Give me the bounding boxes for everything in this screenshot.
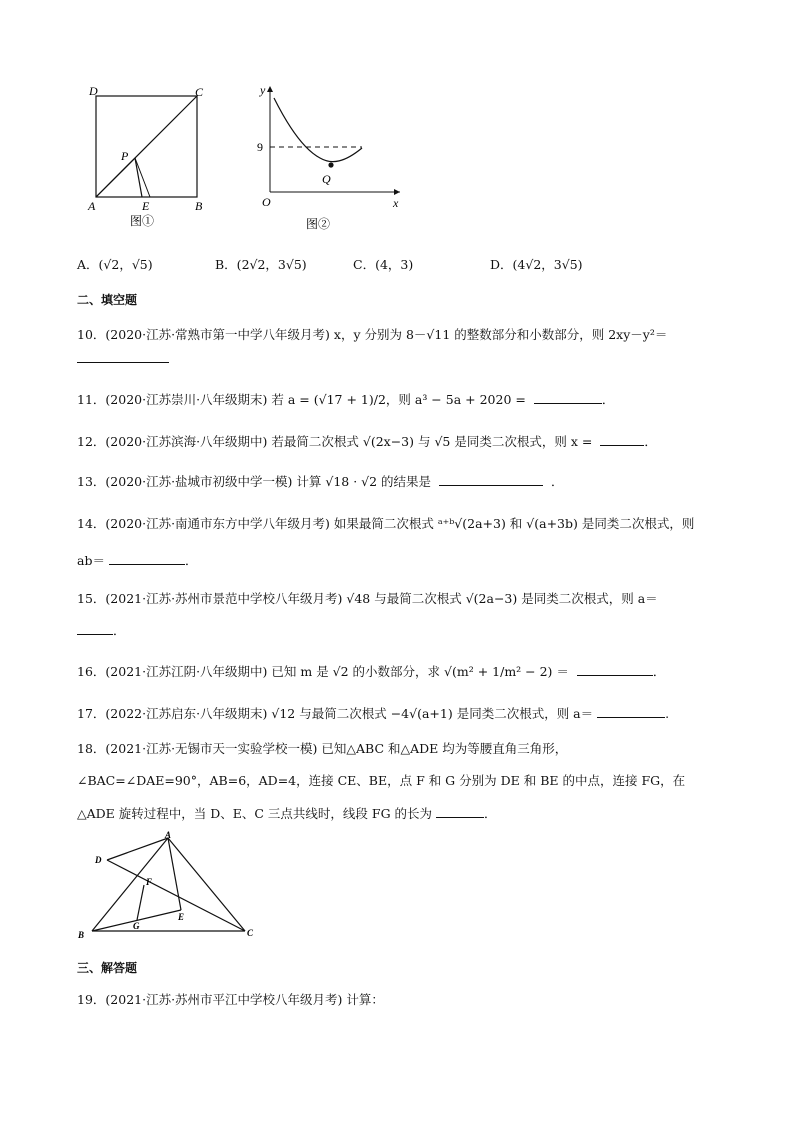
question-15-blank: ． [77,622,126,639]
question-16-line: 16．(2021·江苏江阴·八年级期中) 已知 m 是 √2 的小数部分，求 √(m² + 1/m² − 2) ＝ ． [77,664,666,679]
question-13: 13．(2020·江苏·盐城市初级中学一模) 计算 √18 · √2 的结果是 [77,474,432,489]
nine-label: 9 [257,140,263,154]
q-label: Q [322,172,331,186]
axis-y-label: y [260,83,266,97]
question-11-line: 11．(2020·江苏崇川·八年级期末) 若 a = (√17 + 1)/2，则 a³ − 5a + 2020 = ． [77,392,615,407]
tri-label-c: C [247,928,254,938]
label-c: C [195,85,204,99]
question-14-line2: ab＝ ． [77,553,198,568]
question-10: 10．(2020·江苏·常熟市第一中学八年级月考) x，y 分别为 8－√11 的整数部分和小数部分，则 2xy－y²＝ [77,327,668,342]
question-18-text: △ADE 旋转过程中，当 D、E、C 三点共线时，线段 FG 的长为 [77,806,433,821]
question-12: 12．(2020·江苏滨海·八年级期中) 若最简二次根式 √(2x−3) 与 √5 是同类二次根式，则 x = [77,434,593,449]
option-a: A．(√2，√5) [77,257,153,272]
tri-label-g: G [133,921,140,931]
question-14: 14．(2020·江苏·南通市东方中学八年级月考) 如果最简二次根式 ᵃ⁺ᵇ√(2a+3) 和 √(a+3b) 是同类二次根式，则 [77,516,695,531]
question-17: 17．(2022·江苏启东·八年级期末) √12 与最简二次根式 −4√(a+1) 是同类二次根式，则 a＝ [77,706,594,721]
figure-square-abcd [85,83,215,233]
origin-label: O [262,195,271,209]
question-16: 16．(2021·江苏江阴·八年级期中) 已知 m 是 √2 的小数部分，求 √(m² + 1/m² − 2) ＝ [77,664,569,679]
label-e: E [142,199,150,213]
section-answer: 三、解答题 [77,961,138,975]
tri-label-b: B [78,930,85,940]
tri-label-e: E [178,912,185,922]
question-12-line: 12．(2020·江苏滨海·八年级期中) 若最简二次根式 √(2x−3) 与 √5 是同类二次根式，则 x = ． [77,434,657,449]
label-p: P [121,149,129,163]
question-17-line: 17．(2022·江苏启东·八年级期末) √12 与最简二次根式 −4√(a+1) 是同类二次根式，则 a＝ . [77,706,670,721]
figure-triangles [75,830,275,945]
question-18-line3: △ADE 旋转过程中，当 D、E、C 三点共线时，线段 FG 的长为 ． [77,806,497,821]
option-d: D．(4√2，3√5) [490,257,583,272]
label-a: A [88,199,96,213]
question-19: 19．(2021·江苏·苏州市平江中学校八年级月考) 计算： [77,992,384,1007]
figure2-caption: 图② [306,217,331,231]
question-14-ab: ab＝ [77,553,105,568]
section-fill-blank: 二、填空题 [77,293,138,307]
tri-label-a: A [165,830,172,840]
question-13-line: 13．(2020·江苏·盐城市初级中学一模) 计算 √18 · √2 的结果是 ． [77,474,564,489]
option-c: C．(4，3) [353,257,414,272]
question-15: 15．(2021·江苏·苏州市景范中学校八年级月考) √48 与最简二次根式 √(2a−3) 是同类二次根式，则 a＝ [77,591,658,606]
option-b: B．(2√2，3√5) [215,257,307,272]
question-18-line1: 18．(2021·江苏·无锡市天一实验学校一模) 已知△ABC 和△ADE 均为等腰直角三角形， [77,741,568,756]
question-11: 11．(2020·江苏崇川·八年级期末) 若 a = (√17 + 1)/2，则 a³ − 5a + 2020 = [77,392,526,407]
tri-label-d: D [95,855,102,865]
tri-label-f: F [146,877,153,887]
question-10-blank [77,350,169,367]
label-d: D [89,84,98,98]
question-18-line2: ∠BAC=∠DAE=90°，AB=6，AD=4，连接 CE、BE，点 F 和 G 分别为 DE 和 BE 的中点，连接 FG，在 [77,773,686,788]
label-b: B [195,199,203,213]
axis-x-label: x [393,196,399,210]
figure-graph [230,80,410,240]
figure1-caption: 图① [130,214,155,228]
